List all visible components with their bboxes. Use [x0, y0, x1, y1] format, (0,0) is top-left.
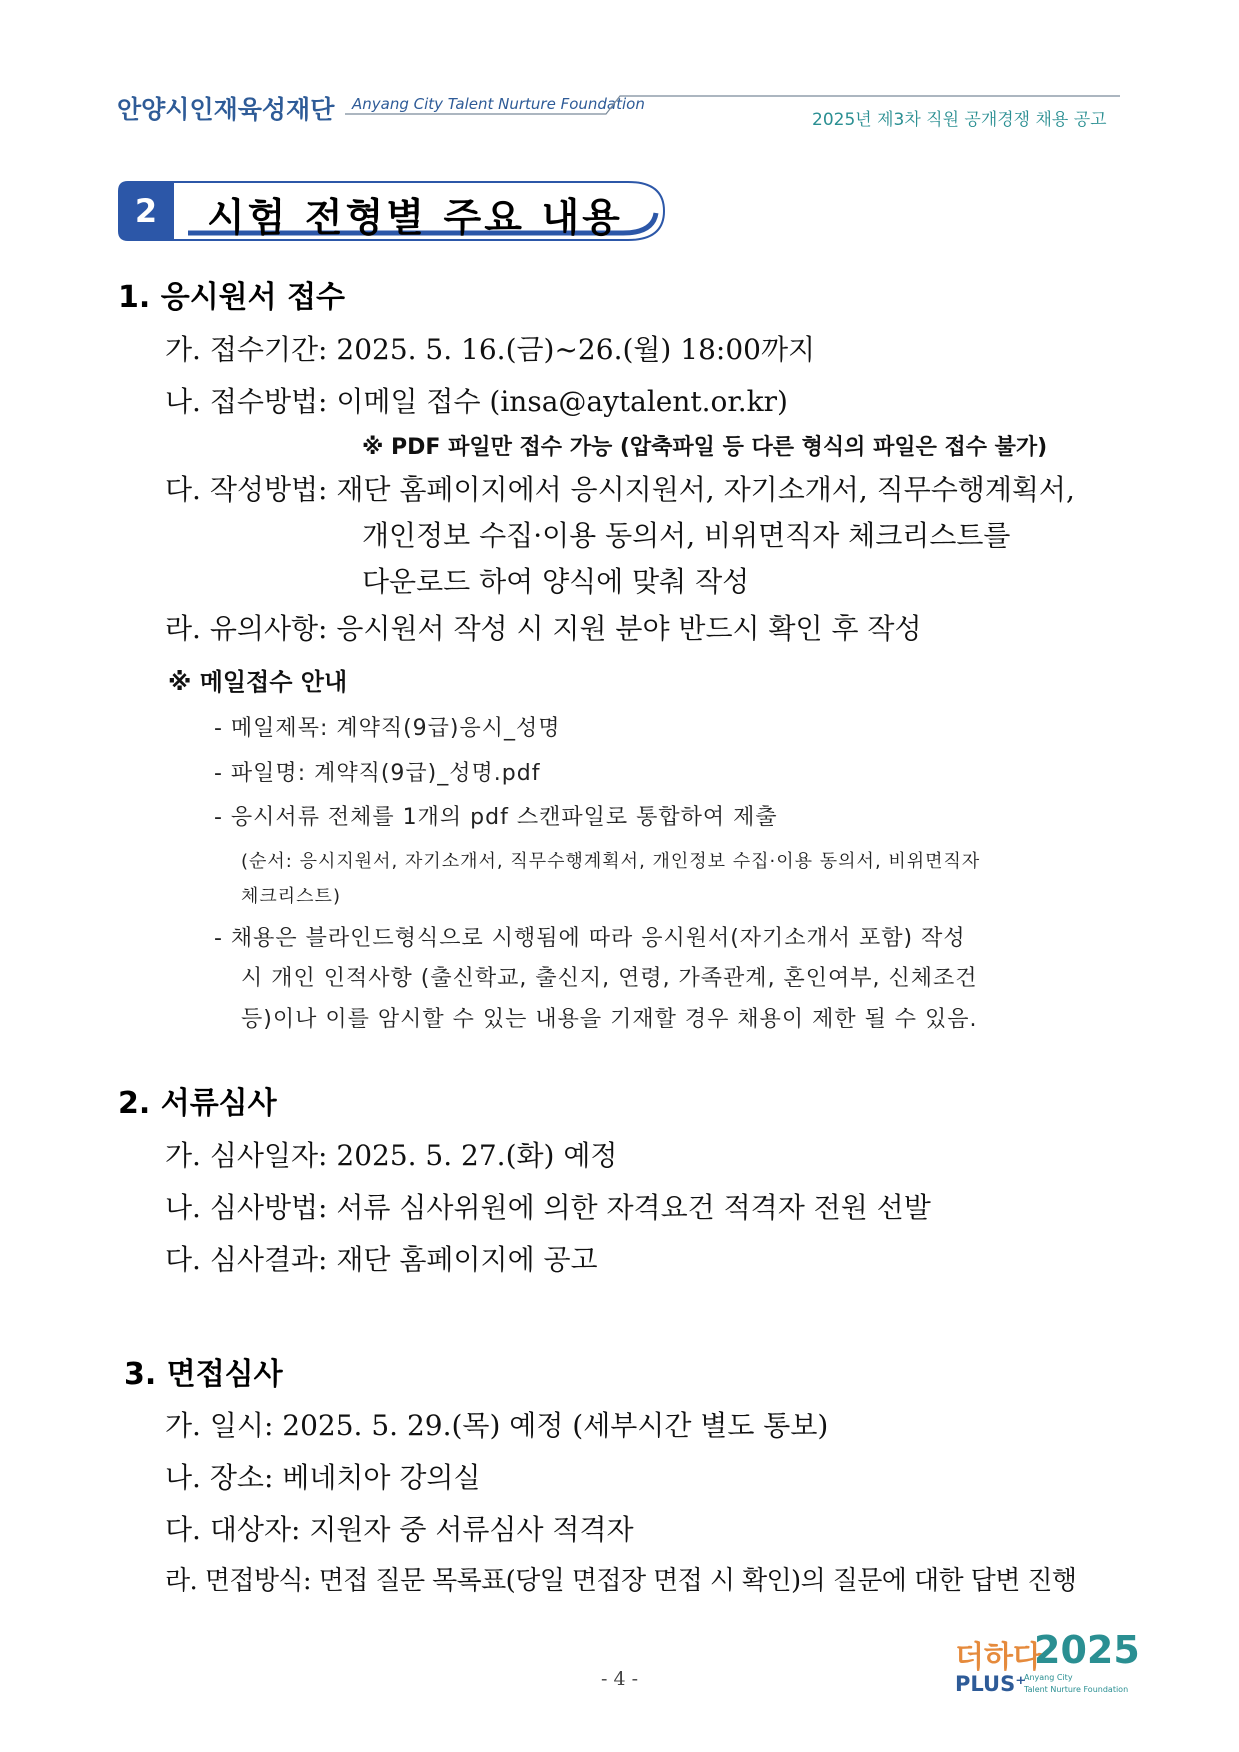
part3-heading: 3. 면접심사 [124, 1357, 283, 1392]
mail-item-subject: - 메일제목: 계약직(9급)응시_성명 [214, 716, 561, 741]
part2-row-result: 다. 심사결과: 재단 홈페이지에 공고 [165, 1243, 598, 1276]
footer-logo-korean: 더하다 [955, 1640, 1042, 1675]
part3-row-format: 라. 면접방식: 면접 질문 목록표(당일 면접장 면접 시 확인)의 질문에 대한 답변 진행 [165, 1566, 1077, 1596]
footer-logo-subtitle [1024, 1672, 1128, 1696]
part1-row-period: 가. 접수기간: 2025. 5. 16.(금)~26.(월) 18:00까지 [165, 333, 816, 366]
part1-heading: 1. 응시원서 접수 [118, 280, 346, 315]
part1-writing-cont-2: 다운로드 하여 양식에 맞춰 작성 [362, 565, 750, 598]
section-number: 2 [134, 192, 158, 230]
part2-heading: 2. 서류심사 [118, 1086, 277, 1121]
part2-row-method: 나. 심사방법: 서류 심사위원에 의한 자격요건 적격자 전원 선발 [165, 1191, 931, 1224]
mail-order-line-1: (순서: 응시지원서, 자기소개서, 직무수행계획서, 개인정보 수집·이용 동의서, 비위면직자 [241, 851, 981, 872]
mail-item-filename: - 파일명: 계약직(9급)_성명.pdf [214, 761, 541, 786]
part1-row-method: 나. 접수방법: 이메일 접수 (insa@aytalent.or.kr) [165, 385, 788, 418]
section-title: 시험 전형별 주요 내용 [207, 196, 623, 241]
logo-english: Anyang City Talent Nurture Foundation [352, 95, 645, 113]
part1-row-writing: 다. 작성방법: 재단 홈페이지에서 응시지원서, 자기소개서, 직무수행계획서, [165, 473, 1075, 506]
part3-row-target: 다. 대상자: 지원자 중 서류심사 적격자 [165, 1513, 634, 1546]
mail-order-line-2: 체크리스트) [241, 886, 341, 907]
footer-logo-year: 2025 [1034, 1628, 1140, 1672]
part3-row-datetime: 가. 일시: 2025. 5. 29.(목) 예정 (세부시간 별도 통보) [165, 1409, 829, 1442]
logo-korean: 안양시인재육성재단 [117, 95, 335, 124]
blind-line-3: 등)이나 이를 암시할 수 있는 내용을 기재할 경우 채용이 제한 될 수 있음. [241, 1007, 978, 1032]
header-document-title: 2025년 제3차 직원 공개경쟁 채용 공고 [812, 110, 1107, 130]
footer-sub-line-1: Anyang City [1024, 1673, 1073, 1682]
part3-row-place: 나. 장소: 베네치아 강의실 [165, 1461, 481, 1494]
page-number: - 4 - [600, 1668, 638, 1690]
mail-item-merge: - 응시서류 전체를 1개의 pdf 스캔파일로 통합하여 제출 [214, 805, 778, 830]
part2-row-date: 가. 심사일자: 2025. 5. 27.(화) 예정 [165, 1139, 618, 1172]
blind-line-2: 시 개인 인적사항 (출신학교, 출신지, 연령, 가족관계, 혼인여부, 신체조건 [241, 966, 978, 991]
mail-guide-heading: ※ 메일접수 안내 [168, 668, 348, 696]
footer-logo-plus: PLUS⁺ [955, 1672, 1027, 1696]
blind-line-1: - 채용은 블라인드형식으로 시행됨에 따라 응시원서(자기소개서 포함) 작성 [214, 926, 966, 951]
part1-row-caution: 라. 유의사항: 응시원서 작성 시 지원 분야 반드시 확인 후 작성 [165, 612, 922, 645]
footer-sub-line-2: Talent Nurture Foundation [1024, 1685, 1129, 1694]
part1-pdf-note: ※ PDF 파일만 접수 가능 (압축파일 등 다른 형식의 파일은 접수 불가) [362, 435, 1048, 460]
part1-writing-cont-1: 개인정보 수집·이용 동의서, 비위면직자 체크리스트를 [362, 519, 1011, 552]
